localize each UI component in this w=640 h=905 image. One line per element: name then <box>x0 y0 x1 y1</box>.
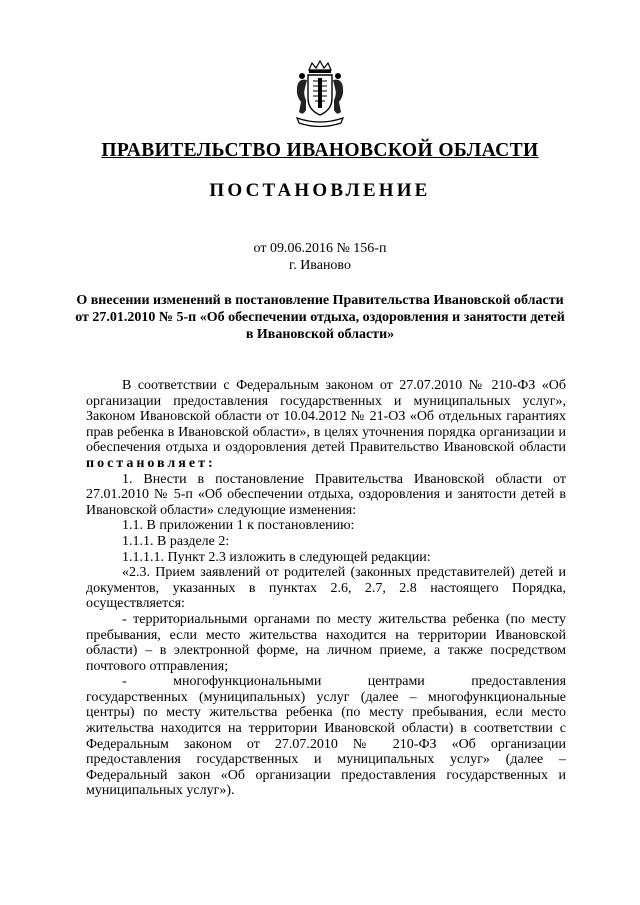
paragraph-territorial-bodies: - территориальными органами по месту жительства ребенка (по месту пребывания, если место жительства находится на территории Ивановской области) – в электронной форме, на личном приеме, а также посредством почтового отправления; <box>86 611 566 674</box>
paragraph-mfc: государственных (муниципальных) услуг (далее – многофункциональные центры) по месту жительства ребенка (по месту пребывания, если место жительства находится на территории Ивановской области) в соответствии с Федеральным законом от 27.07.2010 № 210-ФЗ «Об организации предоставления государственных и муниципальных услуг» (далее – Федеральный закон «Об организации предоставления государственных и муниципальных услуг»). <box>86 689 566 799</box>
paragraph-1: 1. Внести в постановление Правительства Ивановской области от 27.01.2010 № 5-п «Об обеспечении отдыха, оздоровления и занятости детей в Ивановской области» следующие изменения: <box>86 471 566 518</box>
preamble-text: В соответствии с Федеральным законом от 27.07.2010 № 210-ФЗ «Об организации предоставления государственных и муниципальных услуг», Законом Ивановской области от 10.04.2012 № 21-ОЗ «Об отдельных гарантиях прав ребенка в Ивановской области», в целях уточнения порядка организации и обеспечения отдыха и оздоровления детей Правительство Ивановской области <box>86 378 566 456</box>
organization-name: ПРАВИТЕЛЬСТВО ИВАНОВСКОЙ ОБЛАСТИ <box>101 140 539 161</box>
document-type: ПОСТАНОВЛЕНИЕ <box>209 180 431 201</box>
document-body <box>86 378 566 799</box>
paragraph-1-1: 1.1. В приложении 1 к постановлению: <box>122 518 355 534</box>
paragraph-2-3: «2.3. Прием заявлений от родителей (законных представителей) детей и документов, указанных в пунктах 2.6, 2.7, 2.8 настоящего Порядка, осуществляется: <box>86 565 566 612</box>
resolution-keyword: постановляет: <box>86 455 216 471</box>
paragraph-preamble <box>86 378 566 472</box>
date-block <box>0 240 640 274</box>
paragraph-1-1-1-1: 1.1.1.1. Пункт 2.3 изложить в следующей редакции: <box>122 549 431 565</box>
document-title: О внесении изменений в постановление Правительства Ивановской области от 27.01.2010 № 5-п «Об обеспечении отдыха, оздоровления и занятости детей в Ивановской области» <box>75 293 565 342</box>
ivanovo-coat-of-arms-icon <box>291 60 349 130</box>
paragraph-mfc-first-line: - многофункциональными центрами предоставления <box>122 674 567 690</box>
city: г. Иваново <box>289 258 351 273</box>
paragraph-1-1-1: 1.1.1. В разделе 2: <box>122 533 230 549</box>
date-number: от 09.06.2016 № 156-п <box>253 241 387 256</box>
